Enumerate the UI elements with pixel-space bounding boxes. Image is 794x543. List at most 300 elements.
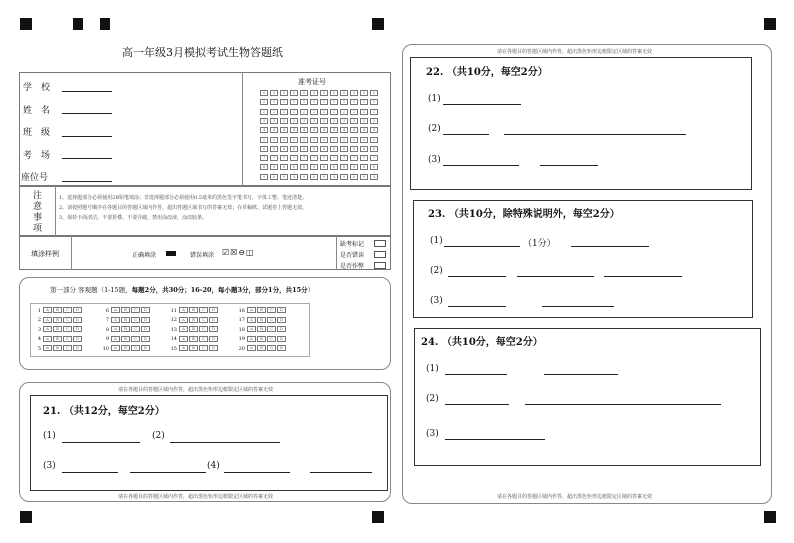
mc-option-bubble[interactable]: D [73,336,82,342]
exam-number-bubble[interactable]: 9 [310,174,318,180]
mc-option-bubble[interactable]: A [179,336,188,342]
exam-number-bubble[interactable]: 2 [270,109,278,115]
exam-number-bubble[interactable]: 4 [270,127,278,133]
exam-number-bubble[interactable]: 8 [270,164,278,170]
notes-char: 注 [33,191,43,201]
notes-item: 3、保持卡面清洁，不要折叠、不要弄破，禁用涂改液，涂改胶条。 [59,215,208,221]
exam-number-bubble[interactable]: 1 [370,99,378,105]
exam-number-bubble[interactable]: 0 [360,90,368,96]
exam-number-bubble[interactable]: 6 [370,146,378,152]
exam-number-bubble[interactable]: 0 [340,90,348,96]
exam-number-bubble[interactable]: 9 [300,174,308,180]
mc-option-bubble[interactable]: A [179,345,188,351]
q21-label-4: (4) [207,461,220,471]
mc-question-row [238,345,287,353]
cheat-checkbox[interactable] [374,262,386,269]
mc-option-bubble[interactable]: D [141,317,150,323]
registration-mark [372,18,384,30]
q24-label-2: (2) [426,394,439,404]
part1-title [50,285,314,294]
q21-blank-2[interactable] [170,442,280,443]
mc-option-bubble[interactable]: C [267,336,276,342]
exam-number-bubble[interactable]: 1 [270,99,278,105]
exam-number-bubble[interactable]: 4 [300,127,308,133]
mc-option-bubble[interactable]: C [63,336,72,342]
q23-blank-2[interactable] [571,246,649,247]
exam-number-bubble[interactable]: 2 [310,109,318,115]
mc-option-bubble[interactable]: B [189,336,198,342]
exam-number-bubble[interactable]: 6 [330,146,338,152]
q21-blank-4[interactable] [130,472,206,473]
exam-number-bubble[interactable]: 6 [280,146,288,152]
divider [242,72,243,186]
exam-number-bubble[interactable]: 8 [290,164,298,170]
exam-number-bubble[interactable]: 3 [270,118,278,124]
mc-option-bubble[interactable]: D [209,336,218,342]
field-input-room[interactable] [62,158,112,159]
q24-blank-2[interactable] [544,374,618,375]
absent-checkbox[interactable] [374,240,386,247]
mc-option-bubble[interactable]: B [53,336,62,342]
exam-number-bubble[interactable]: 3 [330,118,338,124]
q21-blank-5[interactable] [224,472,290,473]
mc-option-bubble[interactable]: C [267,307,276,313]
exam-number-bubble[interactable]: 5 [360,137,368,143]
mc-option-bubble[interactable]: D [141,307,150,313]
exam-number-bubble[interactable]: 5 [340,137,348,143]
exam-number-bubble[interactable]: 7 [350,155,358,161]
mc-question-number: 13 [170,326,177,333]
mc-option-bubble[interactable]: B [189,326,198,332]
exam-number-bubble[interactable]: 9 [290,174,298,180]
exam-number-bubble[interactable]: 4 [370,127,378,133]
exam-number-bubble[interactable]: 4 [340,127,348,133]
mc-option-bubble[interactable]: D [141,345,150,351]
mc-option-bubble[interactable]: D [209,317,218,323]
exam-number-bubble[interactable]: 7 [290,155,298,161]
exam-number-bubble[interactable]: 3 [370,118,378,124]
mc-option-bubble[interactable]: D [209,307,218,313]
q21-blank-3[interactable] [62,472,118,473]
q23-blank-6[interactable] [448,306,506,307]
mc-question-row [238,317,287,325]
exam-number-bubble[interactable]: 5 [330,137,338,143]
notes-item: 2、请按照题号顺序在各题目的答题区域内作答，超出答题区域书写的答案无效；在草稿纸、试题卷上答题无效。 [59,205,308,211]
q22-blank-5[interactable] [540,165,598,166]
exam-number-bubble[interactable]: 6 [270,146,278,152]
mc-option-bubble[interactable]: A [111,317,120,323]
mc-question-row [170,336,219,344]
q23-blank-1[interactable] [444,246,520,247]
exam-number-bubble[interactable]: 5 [300,137,308,143]
exam-number-bubble[interactable]: 2 [330,109,338,115]
q24-label-3: (3) [426,429,439,439]
q24-blank-5[interactable] [445,439,545,440]
mc-option-bubble[interactable]: A [247,345,256,351]
mc-option-bubble[interactable]: D [141,336,150,342]
mc-option-bubble[interactable]: B [53,307,62,313]
exam-number-bubble[interactable]: 6 [290,146,298,152]
exam-number-bubble[interactable]: 2 [350,109,358,115]
answer-area-warning: 请在各题目的答题区域内作答，超出黑色矩形边框限定区域的答案无效 [497,49,653,55]
exam-number-bubble[interactable]: 1 [300,99,308,105]
mc-option-bubble[interactable]: A [43,336,52,342]
exam-number-bubble[interactable]: 5 [280,137,288,143]
notes-char: 事 [33,213,43,223]
mc-option-bubble[interactable]: C [199,307,208,313]
mc-option-bubble[interactable]: D [73,326,82,332]
exam-number-bubble[interactable]: 6 [340,146,348,152]
mc-option-bubble[interactable]: A [247,336,256,342]
mc-option-bubble[interactable]: C [267,326,276,332]
mc-option-bubble[interactable]: A [111,345,120,351]
divider [336,236,337,270]
mc-option-bubble[interactable]: B [257,307,266,313]
exam-number-bubble[interactable]: 6 [350,146,358,152]
exam-number-bubble[interactable]: 7 [260,155,268,161]
exam-number-bubble[interactable]: 2 [320,109,328,115]
mc-option-bubble[interactable]: C [63,307,72,313]
exam-number-bubble[interactable]: 7 [340,155,348,161]
exam-number-bubble[interactable]: 9 [280,174,288,180]
exam-number-bubble[interactable]: 2 [370,109,378,115]
mc-option-bubble[interactable]: C [199,336,208,342]
mc-question-number: 9 [105,336,109,342]
exam-number-bubble[interactable]: 0 [370,90,378,96]
exam-number-bubble[interactable]: 0 [330,90,338,96]
mc-option-bubble[interactable]: B [53,317,62,323]
mc-option-bubble[interactable]: A [43,345,52,351]
q24-blank-4[interactable] [525,404,721,405]
exam-number-bubble[interactable]: 4 [260,127,268,133]
exam-number-bubble[interactable]: 3 [360,118,368,124]
mc-question-row [238,307,287,315]
mc-option-bubble[interactable]: A [247,317,256,323]
exam-number-bubble[interactable]: 0 [270,90,278,96]
misread-checkbox[interactable] [374,251,386,258]
mc-question-number: 14 [170,336,177,342]
exam-number-row [260,164,378,170]
mc-question-number: 10 [102,345,109,352]
mc-question-number: 17 [238,317,245,323]
exam-number-bubble[interactable]: 4 [280,127,288,133]
exam-number-bubble[interactable]: 6 [300,146,308,152]
exam-number-bubble[interactable]: 9 [340,174,348,180]
exam-number-bubble[interactable]: 9 [330,174,338,180]
exam-number-bubble[interactable]: 1 [340,99,348,105]
notes-item: 1、选择题部分必须使用2B铅笔填涂；非选择题部分必须使用0.5毫米的黑色签字笔书写，字体工整、笔迹清楚。 [59,195,307,201]
exam-number-bubble[interactable]: 5 [290,137,298,143]
exam-number-bubble[interactable]: 1 [280,99,288,105]
exam-number-bubble[interactable]: 8 [340,164,348,170]
mc-question-number: 20 [238,345,245,352]
exam-number-bubble[interactable]: 5 [310,137,318,143]
mc-question-row [170,326,219,334]
exam-number-bubble[interactable]: 7 [300,155,308,161]
exam-number-bubble[interactable]: 1 [260,99,268,105]
notes-char: 意 [33,202,43,212]
exam-number-bubble[interactable]: 2 [280,109,288,115]
exam-number-bubble[interactable]: 9 [350,174,358,180]
mc-question-row [102,317,151,325]
exam-number-bubble[interactable]: 3 [260,118,268,124]
field-input-name[interactable] [62,113,112,114]
exam-number-bubble[interactable]: 0 [260,90,268,96]
exam-number-bubble[interactable]: 6 [260,146,268,152]
exam-number-bubble[interactable]: 1 [290,99,298,105]
answer-area-warning: 请在各题目的答题区域内作答，超出黑色矩形边框限定区域的答案无效 [118,494,274,500]
exam-number-bubble[interactable]: 5 [370,137,378,143]
exam-number-bubble[interactable]: 4 [330,127,338,133]
q22-blank-1[interactable] [443,104,521,105]
q21-blank-6[interactable] [310,472,372,473]
mc-question-row [34,317,83,325]
q24-box [414,328,761,466]
notes-char: 项 [33,224,43,234]
mc-question-number: 18 [238,326,245,333]
exam-number-bubble[interactable]: 4 [310,127,318,133]
mc-question-number: 3 [37,326,41,333]
exam-number-row [260,174,378,180]
mc-question-row [238,336,287,344]
mc-option-bubble[interactable]: B [121,307,130,313]
exam-number-bubble[interactable]: 6 [310,146,318,152]
exam-number-bubble[interactable]: 3 [290,118,298,124]
mc-option-bubble[interactable]: B [189,307,198,313]
mc-option-bubble[interactable]: B [53,345,62,351]
field-label-room: 考 场 [23,151,51,161]
exam-number-bubble[interactable]: 8 [260,164,268,170]
mc-option-bubble[interactable]: A [247,307,256,313]
exam-number-bubble[interactable]: 2 [300,109,308,115]
mc-option-bubble[interactable]: A [179,307,188,313]
q21-label-2: (2) [152,431,165,441]
mc-option-bubble[interactable]: C [131,326,140,332]
exam-number-bubble[interactable]: 8 [330,164,338,170]
exam-number-bubble[interactable]: 3 [320,118,328,124]
fill-sample-label: 填涂样例 [31,250,59,258]
mc-option-bubble[interactable]: A [111,326,120,332]
exam-number-bubble[interactable]: 7 [370,155,378,161]
exam-number-bubble[interactable]: 0 [290,90,298,96]
mc-option-bubble[interactable]: D [277,345,286,351]
mc-option-bubble[interactable]: B [189,345,198,351]
mc-option-bubble[interactable]: C [131,307,140,313]
exam-number-bubble[interactable]: 0 [350,90,358,96]
exam-number-bubble[interactable]: 2 [260,109,268,115]
mc-option-bubble[interactable]: D [73,317,82,323]
exam-number-bubble[interactable]: 9 [270,174,278,180]
q22-blank-2[interactable] [443,134,489,135]
exam-number-bubble[interactable]: 3 [340,118,348,124]
exam-number-bubble[interactable]: 7 [310,155,318,161]
exam-number-bubble[interactable]: 0 [310,90,318,96]
mc-question-row [34,307,83,315]
wrong-fill-marks: ☑☒⊖◫ [222,248,255,257]
mc-option-bubble[interactable]: A [43,307,52,313]
absent-label: 缺考标记 [340,241,365,248]
exam-number-bubble[interactable]: 2 [340,109,348,115]
registration-mark [20,511,32,523]
mc-question-number: 16 [238,307,245,314]
exam-number-bubble[interactable]: 7 [360,155,368,161]
exam-number-bubble[interactable]: 9 [260,174,268,180]
mc-option-bubble[interactable]: D [209,326,218,332]
mc-option-bubble[interactable]: C [131,317,140,323]
mc-option-bubble[interactable]: C [131,336,140,342]
q23-title: 23. （共10分，除特殊说明外，每空2分） [428,209,620,220]
exam-number-bubble[interactable]: 2 [290,109,298,115]
exam-number-bubble[interactable]: 7 [280,155,288,161]
exam-number-bubble[interactable]: 8 [370,164,378,170]
exam-number-bubble[interactable]: 1 [320,99,328,105]
q22-label-2: (2) [428,124,441,134]
q24-label-1: (1) [426,364,439,374]
q21-blank-1[interactable] [62,442,140,443]
mc-option-bubble[interactable]: C [199,326,208,332]
mc-option-bubble[interactable]: C [199,317,208,323]
mc-option-bubble[interactable]: A [43,317,52,323]
mc-option-bubble[interactable]: B [189,317,198,323]
mc-option-bubble[interactable]: D [277,317,286,323]
mc-option-bubble[interactable]: B [257,336,266,342]
mc-option-bubble[interactable]: D [277,307,286,313]
answer-area-warning: 请在各题目的答题区域内作答，超出黑色矩形边框限定区域的答案无效 [497,494,653,500]
exam-number-bubble[interactable]: 8 [320,164,328,170]
exam-number-bubble[interactable]: 3 [280,118,288,124]
exam-number-bubble[interactable]: 1 [350,99,358,105]
q24-blank-1[interactable] [445,374,507,375]
exam-number-bubble[interactable]: 9 [320,174,328,180]
mc-question-row [102,307,151,315]
mc-question-row [34,326,83,334]
mc-option-bubble[interactable]: B [257,317,266,323]
q23-blank-7[interactable] [542,306,614,307]
correct-fill-mark [166,251,176,256]
q23-blank-5[interactable] [604,276,682,277]
q21-title: 21. （共12分，每空2分） [43,406,165,417]
exam-number-bubble[interactable]: 7 [270,155,278,161]
exam-number-bubble[interactable]: 5 [320,137,328,143]
mc-option-bubble[interactable]: D [209,345,218,351]
q23-label-2: (2) [430,266,443,276]
exam-number-bubble[interactable]: 0 [320,90,328,96]
field-input-school[interactable] [62,91,112,92]
exam-number-bubble[interactable]: 9 [370,174,378,180]
exam-number-bubble[interactable]: 0 [280,90,288,96]
mc-option-bubble[interactable]: B [121,317,130,323]
mc-question-row [170,307,219,315]
registration-mark [372,511,384,523]
exam-number-bubble[interactable]: 5 [270,137,278,143]
exam-number-bubble[interactable]: 8 [300,164,308,170]
exam-number-bubble[interactable]: 7 [320,155,328,161]
q23-blank-4[interactable] [517,276,594,277]
exam-number-bubble[interactable]: 3 [300,118,308,124]
mc-option-bubble[interactable]: B [121,345,130,351]
exam-number-bubble[interactable]: 4 [360,127,368,133]
exam-number-bubble[interactable]: 4 [290,127,298,133]
mc-option-bubble[interactable]: D [141,326,150,332]
mc-option-bubble[interactable]: A [43,326,52,332]
exam-number-bubble[interactable]: 5 [260,137,268,143]
mc-option-bubble[interactable]: B [121,336,130,342]
mc-option-bubble[interactable]: C [63,317,72,323]
exam-number-bubble[interactable]: 4 [350,127,358,133]
mc-option-bubble[interactable]: B [257,345,266,351]
mc-option-bubble[interactable]: A [111,336,120,342]
exam-number-bubble[interactable]: 2 [360,109,368,115]
exam-number-bubble[interactable]: 8 [360,164,368,170]
field-input-seat[interactable] [62,181,112,182]
q21-label-3: (3) [43,461,56,471]
mc-option-bubble[interactable]: D [277,336,286,342]
cheat-label: 是否作弊 [340,263,365,270]
mc-option-bubble[interactable]: C [267,317,276,323]
mc-option-bubble[interactable]: B [121,326,130,332]
exam-number-bubble[interactable]: 9 [360,174,368,180]
field-label-name: 姓 名 [23,106,51,116]
mc-option-bubble[interactable]: C [131,345,140,351]
q23-blank-3[interactable] [448,276,506,277]
exam-number-bubble[interactable]: 1 [360,99,368,105]
mc-option-bubble[interactable]: C [267,345,276,351]
mc-question-row [102,336,151,344]
mc-option-bubble[interactable]: C [63,345,72,351]
mc-option-bubble[interactable]: D [277,326,286,332]
registration-mark [100,18,110,30]
mc-option-bubble[interactable]: A [179,317,188,323]
exam-number-bubble[interactable]: 1 [310,99,318,105]
q23-label-3: (3) [430,296,443,306]
exam-number-bubble[interactable]: 8 [350,164,358,170]
exam-number-bubble[interactable]: 6 [320,146,328,152]
q24-blank-3[interactable] [445,404,509,405]
mc-option-bubble[interactable]: A [247,326,256,332]
exam-number-bubble[interactable]: 8 [280,164,288,170]
q22-blank-4[interactable] [443,165,519,166]
mc-question-row [238,326,287,334]
mc-option-bubble[interactable]: A [111,307,120,313]
exam-number-bubble[interactable]: 6 [360,146,368,152]
mc-option-bubble[interactable]: A [179,326,188,332]
exam-number-row [260,109,378,115]
exam-number-bubble[interactable]: 8 [310,164,318,170]
exam-number-bubble[interactable]: 4 [320,127,328,133]
mc-option-bubble[interactable]: D [73,307,82,313]
q22-blank-3[interactable] [504,134,686,135]
part1-title-end: ） [307,286,315,294]
mc-option-bubble[interactable]: C [199,345,208,351]
mc-option-bubble[interactable]: B [53,326,62,332]
mc-option-bubble[interactable]: D [73,345,82,351]
divider [71,236,72,270]
mc-question-row [34,345,83,353]
exam-number-bubble[interactable]: 3 [350,118,358,124]
exam-number-bubble[interactable]: 3 [310,118,318,124]
exam-number-bubble[interactable]: 0 [300,90,308,96]
exam-number-bubble[interactable]: 1 [330,99,338,105]
q24-title: 24. （共10分，每空2分） [421,337,543,348]
mc-option-bubble[interactable]: B [257,326,266,332]
exam-number-bubble[interactable]: 5 [350,137,358,143]
exam-number-bubble[interactable]: 7 [330,155,338,161]
mc-question-number: 12 [170,317,177,323]
exam-number-row [260,90,378,96]
field-input-class[interactable] [62,136,112,137]
field-label-school: 学 校 [23,83,51,93]
mc-option-bubble[interactable]: C [63,326,72,332]
